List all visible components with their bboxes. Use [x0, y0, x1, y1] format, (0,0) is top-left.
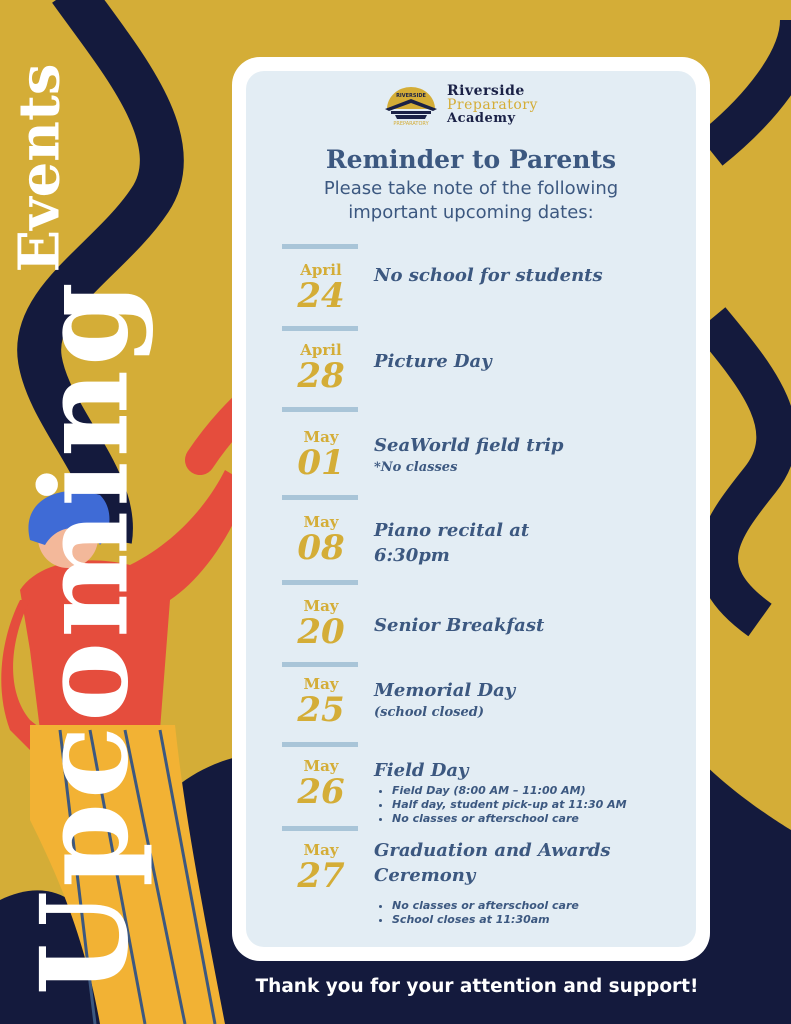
reminder-card — [232, 57, 710, 961]
logo-line-2: Preparatory — [447, 97, 538, 113]
event-title: SeaWorld field trip — [374, 435, 564, 456]
event-title: Graduation and Awards Ceremony — [374, 840, 611, 886]
event-divider — [282, 742, 358, 747]
event-title: No school for students — [374, 265, 603, 286]
event-title: Piano recital at 6:30pm — [374, 520, 530, 566]
event-divider — [282, 495, 358, 500]
event-month: April — [300, 261, 342, 279]
event-month: May — [303, 597, 339, 615]
event-day: 27 — [297, 856, 345, 896]
logo-line-1: Riverside — [447, 83, 525, 99]
vertical-title-upcoming: Upcoming — [14, 278, 156, 996]
school-emblem-icon — [381, 85, 441, 125]
event-note: (school closed) — [374, 705, 484, 720]
event-month: May — [303, 428, 339, 446]
school-logo — [381, 83, 581, 127]
wave-right — [710, 20, 791, 620]
event-divider — [282, 326, 358, 331]
event-month: May — [303, 757, 339, 775]
event-bullets — [376, 784, 702, 826]
event-day: 08 — [297, 528, 345, 568]
event-day: 01 — [297, 443, 345, 483]
event-divider — [282, 580, 358, 585]
event-month: May — [303, 513, 339, 531]
vertical-title-events: Events — [6, 63, 73, 273]
event-day: 28 — [297, 356, 345, 396]
event-month: May — [303, 675, 339, 693]
footer-message: Thank you for your attention and support! — [255, 976, 699, 997]
event-title: Senior Breakfast — [374, 615, 545, 636]
list-item: • No classes or afterschool care — [392, 812, 702, 826]
event-divider — [282, 826, 358, 831]
event-title: Memorial Day — [374, 680, 516, 701]
event-bullets — [376, 899, 702, 927]
event-month: April — [300, 341, 342, 359]
event-divider — [282, 407, 358, 412]
event-day: 25 — [297, 690, 345, 730]
event-day: 24 — [297, 276, 345, 316]
list-item: • No classes or afterschool care — [392, 899, 702, 913]
emblem-top-text: RIVERSIDE — [396, 93, 426, 99]
vertical-title — [6, 63, 156, 996]
list-item: • School closes at 11:30am — [392, 913, 702, 927]
event-day: 20 — [297, 612, 345, 652]
event-note: *No classes — [374, 460, 458, 475]
list-item: • Half day, student pick-up at 11:30 AM — [392, 798, 702, 812]
event-month: May — [303, 841, 339, 859]
event-divider — [282, 662, 358, 667]
event-title: Field Day — [374, 760, 469, 781]
event-title: Picture Day — [374, 351, 492, 372]
page-subheading: Please take note of the following important upcoming dates: — [323, 178, 619, 223]
emblem-bottom-text: PREPARATORY — [393, 121, 429, 125]
reminder-card-inner — [246, 71, 696, 947]
event-divider — [282, 244, 358, 249]
event-day: 26 — [297, 772, 345, 812]
page-heading: Reminder to Parents — [325, 145, 617, 174]
logo-line-3: Academy — [447, 111, 516, 126]
list-item: • Field Day (8:00 AM – 11:00 AM) — [392, 784, 702, 798]
